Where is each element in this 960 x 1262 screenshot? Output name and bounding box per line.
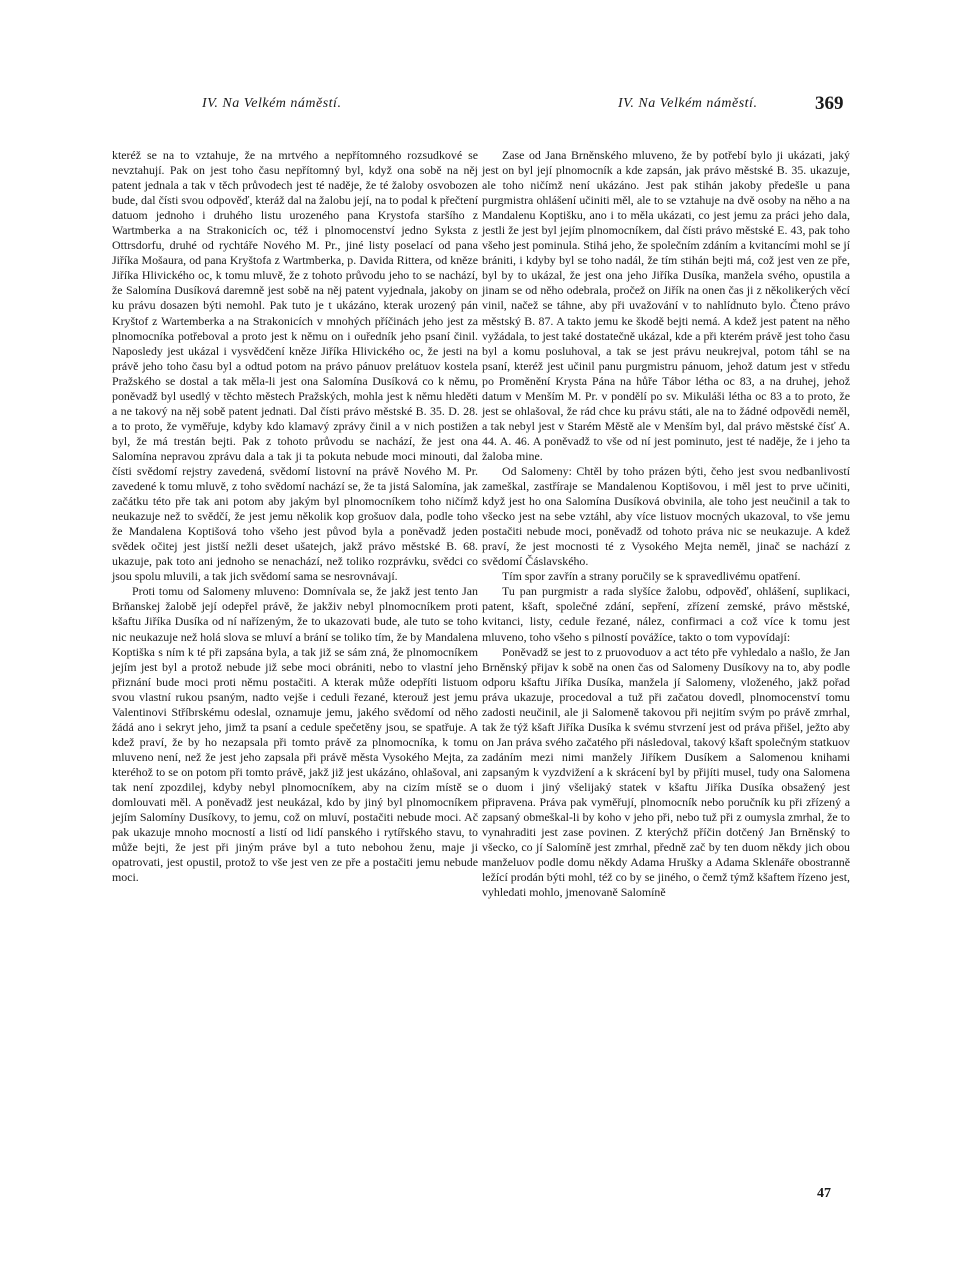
- paragraph: Proti tomu od Salomeny mluveno: Domnívala se, že jakž jest tento Jan Brňanskej žalobě její odepřel právě, že jakživ nebyl plnomocníkem proti kšaftu Jiříka Dusíka od ní nařízeným, že to ukazovati bude, ale tuto se toho nic neukazuje než holá slova se mluví a brání se toliko tím, že by Mandalena Koptiška s ním k té při zapsána byla, a tak již se sám zná, že plnomocníkem jejím jest byl a protož nebude již sebe moci obrániti, nebo to vlastní jeho přiznání bude moci proti němu postačiti. A kterak může odepříti listuom svou vlastní rukou psaným, nadto vejše i ceduli řezané, kterouž jest jemu Valentinovi Stříbrskému odeslal, oznamuje jemu, jakého svědomí od něho žádá ano i sekryt jeho, jimž ta psaní a cedule spečetěny jsou, se spatřuje. A kdež praví, že by ho nezapsala při tomto právě za plnomocníka, k tomu mluveno není, než že jest jeho zapsala při právě města Vysokého Mejta, za kteréhož to se on potom při tomto právě, jakž již jest ukázáno, ohlašoval, ani tak není zpozdilej, kdyby nebyl plnomocníkem, aby na cizím místě se domlouvati měl. A poněvadž jest neukázal, kdo by jiný byl plnomocníkem jejím Salomíny Dusíkovy, to jemu, což on mluví, postačiti nebude moci. Ač pak ukazuje mnoho mocností a listí od lidí panského i rytířského stavu, to může bejti, že jest při jiným práve byl a tuto nebohou ženu, maje ji opatrovati, jest opustil, protož to vše jest ven ze pře a postačiti jemu nebude moci.: [112, 584, 478, 885]
- signature-mark: 47: [817, 1186, 831, 1201]
- paragraph: Tu pan purgmistr a rada slyšíce žalobu, odpověď, ohlášení, suplikaci, patent, kšaft, společné zdání, sepření, zřízení zemské, právo městské, kvitanci, listy, cedule řezané, nález, confirmaci a což více k tomu jest mluveno, toho všeho s pilností povážíce, takto o tom vypovídají:: [482, 584, 850, 644]
- page-number: 369: [815, 93, 844, 114]
- running-header-left: IV. Na Velkém náměstí.: [202, 96, 342, 111]
- paragraph: Zase od Jana Brněnského mluveno, že by potřebí bylo ji ukázati, jaký jest on byl její plnomocník a kde zapsán, jak právo městské B. 35. ukazuje, ale toho ničímž není ukázáno. Jest pak stihán jakoby předešle u pana purgmistra ohlášení učiniti měl, ale to se vztahuje na dvě osoby na něho a na Mandalenu Koptišku, ano i to měla ukázati, co jest jemu za práci jeho dala, jestli že jest byl jejím plnomocníkem, dal čísti právo městské E. 43, pak toho všeho jest pominula. Stihá jeho, že společním zdáním a kvitancími mohl se jí brániti, i kdyby byl se toho nadál, že tím stihán bejti má, což jest ven ze pře, byl by to ukázal, že jest ona jeho Jiříka Dusíka, manžela svého, opustila a jinam se od něho odebrala, pročež on Jiřík na onen čas ji z několikerých věcí vinil, načež se táhne, aby při uvažování v to nahlídnuto bylo. Čteno právo městský B. 87. A takto jemu ke škodě bejti nemá. A kdež jest patent na něho vyžádala, to jest také dostatečně ukázal, kde a při kterém právě jest toho času byl a komu posluhoval, a tak se jest právu neukrejval, potom táhl se na psaní, kteréž jest učinil panu purgmistru pánuom, jehož datum jest v středu po Proměnění Krysta Pána na hůře Tábor létha oc 83, a na druhej, jehož datum v Menším M. Pr. v pondělí po sv. Mikuláši létha oc 83 a to proto, že jest se ohlašoval, že rád chce ku právu státi, ale na to žádné odpovědi neměl, a tak nebyl jest v Starém Městě ale v Menším byl, dal právo městské čísť A. 44. A. 46. A poněvadž to vše od ní jest pominuto, jest té naděje, že i jeho ta žaloba mine.: [482, 148, 850, 463]
- paragraph: Poněvadž se jest to z pruovoduov a act této pře vyhledalo a našlo, že Jan Brněnský přijav k sobě na onen čas od Salomeny Dusíkovy na to, aby podle odporu kšaftu Jiříka Dusíka, manžela jí Salomeny, vloženého, jakž pořad práva ukazuje, procedoval a tuž při začatou dovedl, plnomocenství tomu zadosti neučinil, ale ji Salomeně takovou při nejitím svým po právě zmrhal, tak že týž kšaft Jiříka Dusíka k svému stvrzení jest od práva přišel, ježto aby on Jan práva svého začatého při následoval, takový kšaft společným statkuov zadáním mezi nimi manžely Jiříkem Dusíkem a Salomenou knihami zapsaným k vyzdvižení a k skrácení byl by přijíti musel, tudy ona Salomena o duom i jiný všelijaký statek v kšaftu Jiříka Dusíka obsažený jest připravena. Práva pak vyměřují, plnomocník nebo poručník ku při zřízený a zapsaný obmeškal-li by koho v jeho při, nebo tuž při z oumysla zmrhal, že to vynahraditi jest zase povinen. Z kterýchž příčin dotčený Jan Brněnský to všecko, co jí Salomíně jest zmrhal, předně zač by ten duom někdy jich obou manželuov podle domu někdy Adama Hrušky a Adama Sklenáře obostranně ležící prodán býti mohl, též co by se jiného, o čemž týmž kšaftem řízeno jest, vyhledati mohlo, jmenovaně Salomíně: [482, 644, 850, 900]
- left-text-column: [112, 148, 478, 885]
- paragraph: Od Salomeny: Chtěl by toho prázen býti, čeho jest svou nedbanlivostí zameškal, zastříraje se Mandalenou Koptišovou, i měl jest to prve učiniti, když jest ho ona Salomína Dusíková obvinila, ale toho jest neučinil a tak to všecko jest na sebe vztáhl, aby více listuov mocných ukazoval, to vše jemu postačiti nebude moci, poněvadž od tohoto práva nic se neukazuje. A kdež praví, že jest mocnosti té z Vysokého Mejta neměl, jinač se nachází z svědomí Čáslavského.: [482, 463, 850, 569]
- right-text-column: [482, 148, 850, 900]
- paragraph: Tím spor zavřín a strany poručily se k spravedlivému opatření.: [502, 569, 801, 584]
- running-header-right: IV. Na Velkém náměstí.: [618, 96, 758, 111]
- paragraph: kteréž se na to vztahuje, že na mrtvého a nepřítomného rozsudkové se nevztahují. Pak on jest toho času nepřítomný byl, když ona sobě na něj patent jednala a tak v těch průvodech jest té naděje, že té žaloby osvobozen bude, dal čísti svou odpověď, kteráž dal na žalobu její, na to podal k přečtení datuom jednoho i druhého listu urozeného pana Krystofa staršího z Wartmberka a na Strakonicích oc, též i plnomocenství jedno Syksta z Ottrsdorfu, druhé od rychtáře Nového M. Pr., jiné listy poselací od pana Jiříka Mošaura, od pana Kryštofa z Wartmberka, p. Davida Rittera, od kněze Jiříka Hlivického oc, k tomu mluvě, že z tohoto průvodu jeho to se nachází, že Salomína Dusíková daremně jest sobě na něj patent vyjednala, jakoby on ku právu dosazen býti nemohl. Pak tuto je t ukázáno, kterak urozený pán Kryštof z Wartemberka a na Strakonicích v mnohých příčinách jeho jest za plnomocníka potřeboval a proto jest k němu on i ouředník jeho psaní činil. Naposledy jest ukázal i vysvědčení kněze Jiříka Hlivického oc, že jesti na právě jeho toho času byl a odtud potom na právo pánuov prelátuov kostela Pražského se dostal a tak měla-li jest ona Salomína Dusíková co k němu, poněvadž byl usedlý v těchto městech Pražských, mohla jest k němu hleděti a ne takový na něj sobě patent jednati. Dal čísti právo městské B. 35. D. 28. a to proto, že vyměřuje, kdyby kdo klamavý zprávy činil a v nich postižen byl, že má trestán bejti. Pak z tohoto průvodu se nachází, že jest ona Salomína nepravou zprávu dala a tak ji ta pokuta nebude moci minouti, dal čísti svědomí rejstry zavedená, svědomí listovní na právě Nového M. Pr. zavedené k tomu mluvě, z toho svědomí nachází se, že ta jistá Salomína, jak začátku této pře tak ani potom aby jakým byl plnomocníkem toho ničímž neukazuje než to svědčí, že jest jemu několik kop grošuov dala, podle toho že Mandalena Koptišová toho všeho jest původ byla a poněvadž jeden svědek očitej jest jistší nežli deset ušatejch, jakž právo městské B. 68. ukazuje, pak toto ani jednoho se nenachází, než toliko rozprávku, svědci co jsou spolu mluvili, a tak jich svědomí sama se nesrovnávají.: [112, 148, 478, 584]
